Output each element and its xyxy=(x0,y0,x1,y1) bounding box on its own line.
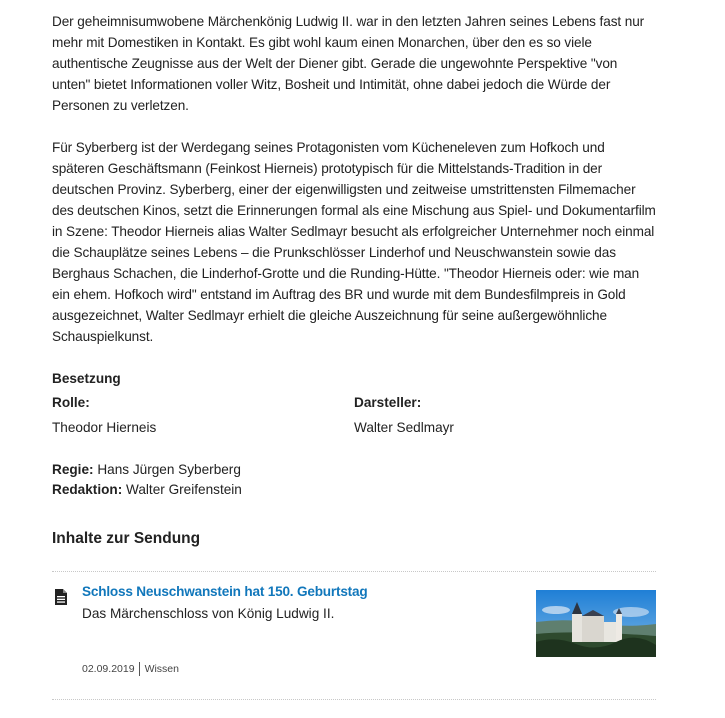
divider xyxy=(52,699,656,700)
credits xyxy=(52,460,656,500)
actor-header: Darsteller: xyxy=(354,395,422,410)
cast-table xyxy=(52,389,656,438)
director-label: Regie: xyxy=(52,462,94,477)
article-paragraph: Für Syberberg ist der Werdegang seines Protagonisten vom Kücheneleven zum Hofkoch und späteren Geschäftsmann (Feinkost Hierneis) prototypisch für die Mittelstands-Tradition in der deutschen Provinz. Syberberg, einer der eigenwilligsten und zeitweise umstrittensten Filmemacher des deutschen Kinos, setzt die Erinnerungen formal als eine Mischung aus Spiel- und Dokumentarfilm in Szene: Theodor Hierneis alias Walter Sedlmayr besucht als erfolgreicher Unternehmer noch einmal die Schauplätze seines Lebens – die Prunkschlösser Linderhof und Neuschwanstein sowie das Berghaus Schachen, die Linderhof-Grotte und die Runding-Hütte. "Theodor Hierneis oder: wie man ein ehem. Hofkoch wird" entstand im Auftrag des BR und wurde mit dem Bundesfilmpreis in Gold ausgezeichnet, Walter Sedlmayr erhielt die gleiche Auszeichnung für seine außergewöhnliche Schauspielkunst. xyxy=(52,140,656,344)
document-icon xyxy=(54,589,68,605)
editor-name: Walter Greifenstein xyxy=(126,482,242,497)
teaser-date: 02.09.2019 xyxy=(82,662,135,675)
director-name: Hans Jürgen Syberberg xyxy=(97,462,241,477)
role-header: Rolle: xyxy=(52,395,90,410)
teaser-thumbnail[interactable] xyxy=(536,590,656,657)
cast-actor: Walter Sedlmayr xyxy=(354,420,454,435)
teaser-subtitle: Das Märchenschloss von König Ludwig II. xyxy=(82,606,335,621)
teaser-meta xyxy=(82,662,179,676)
cast-section xyxy=(52,368,656,438)
related-section-title: Inhalte zur Sendung xyxy=(52,530,201,547)
cast-role: Theodor Hierneis xyxy=(52,420,157,435)
article-paragraph: Der geheimnisumwobene Märchenkönig Ludwig II. war in den letzten Jahren seines Lebens fast nur mehr mit Domestiken in Kontakt. Es gibt wohl kaum einen Monarchen, über den es so viele authentische Zeugnisse aus der Welt der Diener gibt. Gerade die ungewohnte Perspektive "von unten" bietet Informationen voller Witz, Bosheit und Intimität, ohne dabei jedoch die Würde der Personen zu verletzen. xyxy=(52,14,645,113)
editor-line xyxy=(52,480,656,500)
director-line xyxy=(52,460,656,480)
teaser-title-link[interactable]: Schloss Neuschwanstein hat 150. Geburtstag xyxy=(82,584,368,599)
editor-label: Redaktion: xyxy=(52,482,123,497)
teaser-category[interactable]: Wissen xyxy=(144,662,179,675)
article-content xyxy=(52,11,656,700)
meta-separator xyxy=(139,662,140,676)
teaser-item[interactable] xyxy=(52,572,656,699)
cast-title: Besetzung xyxy=(52,371,121,386)
